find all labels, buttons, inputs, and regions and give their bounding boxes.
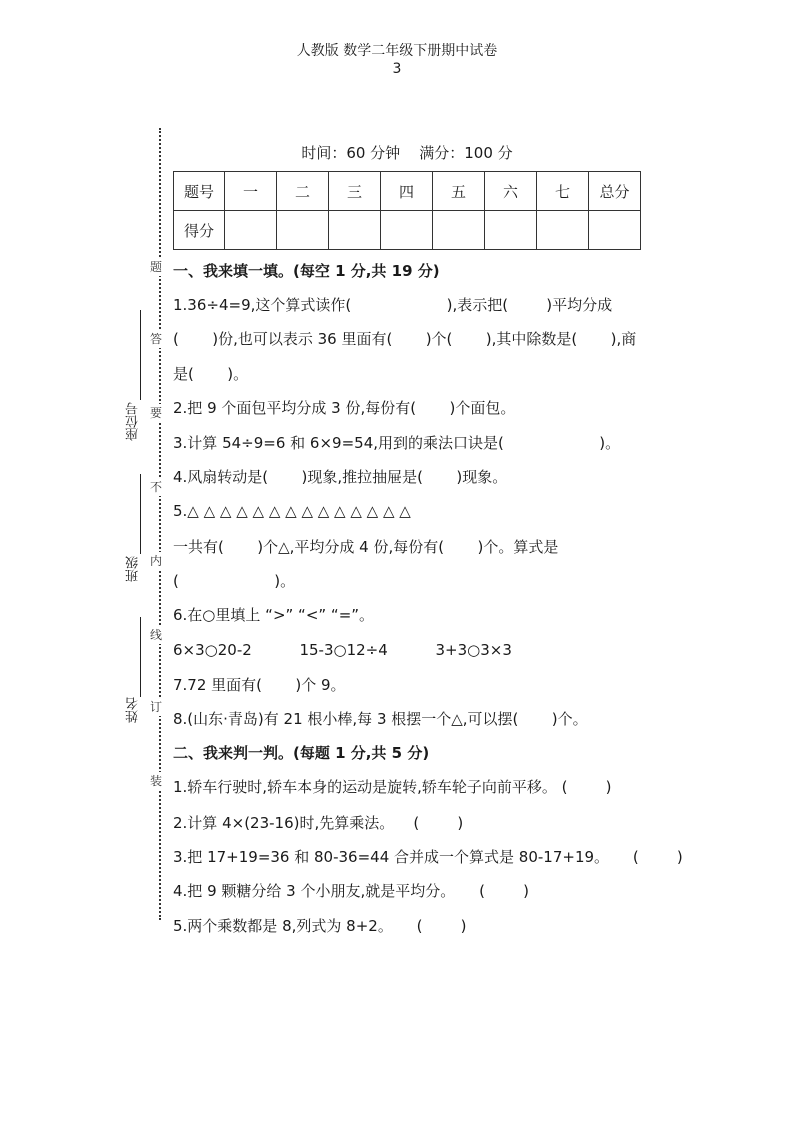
question-line: ( )。 <box>173 572 296 590</box>
exam-info: 时间：60 分钟 满分：100 分 <box>301 144 513 162</box>
table-header-cell: 七 <box>537 172 589 211</box>
question-line: 8.(山东·青岛)有 21 根小棒,每 3 根摆一个△,可以摆( )个。 <box>173 710 588 728</box>
judge-line: 1.轿车行驶时,轿车本身的运动是旋转,轿车轮子向前平移。 ( ) <box>173 778 612 796</box>
score-cell[interactable] <box>381 211 433 250</box>
score-cell[interactable] <box>485 211 537 250</box>
section-1-title: 一、我来填一填。(每空 1 分,共 19 分) <box>173 262 440 280</box>
class-underline <box>140 474 141 554</box>
name-underline <box>140 617 141 697</box>
score-table-header-row <box>174 172 641 211</box>
score-table-score-row <box>174 211 641 250</box>
binding-char: 线 <box>150 628 163 642</box>
binding-dotted-line <box>159 128 161 920</box>
score-cell[interactable] <box>589 211 641 250</box>
page-header-title: 人教版 数学二年级下册期中试卷 <box>296 43 498 59</box>
score-cell[interactable] <box>225 211 277 250</box>
score-table <box>173 171 641 250</box>
judge-line: 2.计算 4×(23-16)时,先算乘法。 ( ) <box>173 814 464 832</box>
question-line: 4.风扇转动是( )现象,推拉抽屉是( )现象。 <box>173 468 508 486</box>
question-line: 1.36÷4=9,这个算式读作( ),表示把( )平均分成 <box>173 296 613 314</box>
binding-char: 答 <box>150 332 163 346</box>
question-line-triangles: 5.△ △ △ △ △ △ △ △ △ △ △ △ △ △ <box>173 502 411 520</box>
question-line: 6.在○里填上 “>” “<” “=”。 <box>173 606 375 624</box>
score-cell[interactable] <box>329 211 381 250</box>
class-label: 班级 <box>126 556 141 582</box>
binding-char: 装 <box>150 774 163 788</box>
table-header-cell: 四 <box>381 172 433 211</box>
table-header-cell: 一 <box>225 172 277 211</box>
question-line-comparisons: 6×3○20-2 15-3○12÷4 3+3○3×3 <box>173 641 512 659</box>
binding-char: 不 <box>150 480 163 494</box>
table-header-cell: 二 <box>277 172 329 211</box>
question-line: 一共有( )个△,平均分成 4 份,每份有( )个。算式是 <box>173 538 559 556</box>
question-line: 7.72 里面有( )个 9。 <box>173 676 346 694</box>
section-2-title: 二、我来判一判。(每题 1 分,共 5 分) <box>173 744 430 762</box>
score-row-label: 得分 <box>174 211 225 250</box>
judge-line: 5.两个乘数都是 8,列式为 8+2。 ( ) <box>173 917 467 935</box>
question-line: ( )份,也可以表示 36 里面有( )个( ),其中除数是( ),商 <box>173 330 637 348</box>
page-number: 3 <box>392 61 402 77</box>
score-cell[interactable] <box>537 211 589 250</box>
seat-number-underline <box>140 310 141 400</box>
binding-char: 要 <box>150 406 163 420</box>
name-label: 姓名 <box>126 697 141 723</box>
table-header-cell: 三 <box>329 172 381 211</box>
table-header-cell: 六 <box>485 172 537 211</box>
table-header-cell: 五 <box>433 172 485 211</box>
judge-line: 3.把 17+19=36 和 80-36=44 合并成一个算式是 80-17+19。 ( ) <box>173 848 683 866</box>
question-line: 是( )。 <box>173 365 249 383</box>
score-cell[interactable] <box>277 211 329 250</box>
binding-char: 订 <box>150 700 163 714</box>
binding-char: 题 <box>150 260 163 274</box>
binding-char: 内 <box>150 554 163 568</box>
table-header-cell: 题号 <box>174 172 225 211</box>
table-header-cell: 总分 <box>589 172 641 211</box>
judge-line: 4.把 9 颗糖分给 3 个小朋友,就是平均分。 ( ) <box>173 882 529 900</box>
seat-number-label: 座位号 <box>126 402 141 441</box>
question-line: 2.把 9 个面包平均分成 3 份,每份有( )个面包。 <box>173 399 516 417</box>
question-line: 3.计算 54÷9=6 和 6×9=54,用到的乘法口诀是( )。 <box>173 434 621 452</box>
score-cell[interactable] <box>433 211 485 250</box>
